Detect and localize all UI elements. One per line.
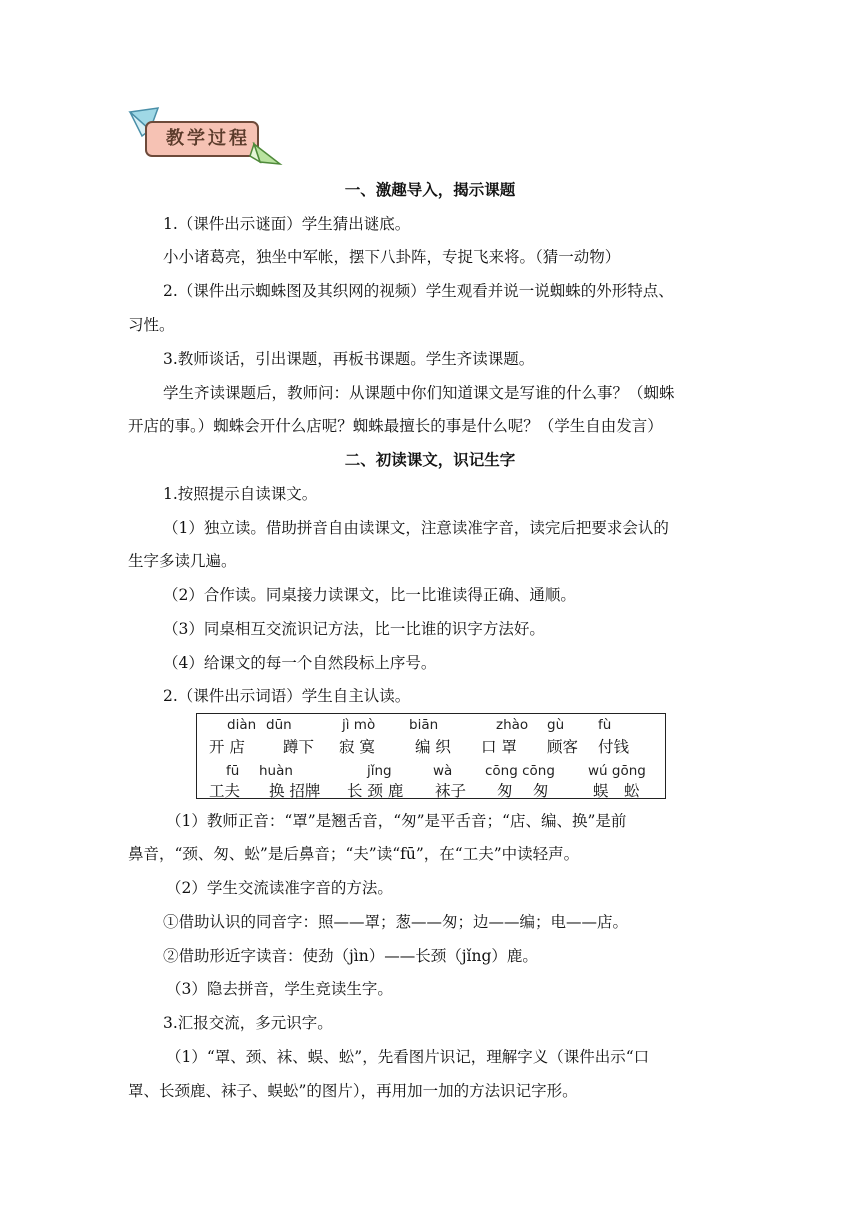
section-heading-2: 二、初读课文，识记生字 xyxy=(344,451,516,469)
paragraph-continuation: 开店的事。）蜘蛛会开什么店呢？蜘蛛最擅长的事是什么呢？（学生自由发言） xyxy=(128,417,663,435)
banner-title: 教学过程 xyxy=(166,128,250,149)
paragraph: 学生齐读课题后，教师问：从课题中你们知道课文是写谁的什么事？（蜘蛛 xyxy=(163,384,675,402)
pinyin: fū xyxy=(226,763,240,779)
paragraph: （1）“罩、颈、袜、蜈、蚣”，先看图片识记，理解字义（课件出示“口 xyxy=(166,1048,650,1066)
paragraph-continuation: 罩、长颈鹿、袜子、蜈蚣”的图片），再用加一加的方法识记字形。 xyxy=(128,1082,578,1100)
pinyin: cōng cōng xyxy=(485,763,555,779)
paragraph: （2）学生交流读准字音的方法。 xyxy=(166,879,393,897)
pinyin: gù xyxy=(547,717,565,733)
vocab-word: 长 颈 鹿 xyxy=(347,782,404,800)
paragraph-continuation: 鼻音，“颈、匆、蚣”是后鼻音；“夫”读“fū”，在“工夫”中读轻声。 xyxy=(128,845,580,863)
vocab-word: 顾客 xyxy=(547,738,579,756)
paragraph: （2）合作读。同桌接力读课文，比一比谁读得正确、通顺。 xyxy=(163,586,576,604)
paragraph: 3.教师谈话，引出课题，再板书课题。学生齐读课题。 xyxy=(163,350,535,368)
paragraph: （3）同桌相互交流识记方法，比一比谁的识字方法好。 xyxy=(163,620,545,638)
pinyin: jǐng xyxy=(367,763,392,779)
paragraph: 小小诸葛亮，独坐中军帐，摆下八卦阵，专捉飞来将。（猜一动物） xyxy=(163,248,621,266)
paragraph: （3）隐去拼音，学生竞读生字。 xyxy=(166,980,393,998)
paragraph: （4）给课文的每一个自然段标上序号。 xyxy=(163,654,437,672)
paragraph-continuation: 生字多读几遍。 xyxy=(128,552,237,570)
vocab-word: 口 罩 xyxy=(481,738,517,756)
vocab-word: 付钱 xyxy=(598,738,630,756)
pinyin: wú gōng xyxy=(588,763,646,779)
vocab-word: 换 招牌 xyxy=(269,782,321,800)
vocab-word: 编 织 xyxy=(415,738,451,756)
vocab-word: 寂 寞 xyxy=(339,738,375,756)
section-banner xyxy=(128,104,284,170)
pinyin: dūn xyxy=(266,717,292,733)
paragraph: 2.（课件出示蜘蛛图及其织网的视频）学生观看并说一说蜘蛛的外形特点、 xyxy=(163,282,674,300)
pinyin: jì mò xyxy=(342,717,376,733)
paragraph: ①借助认识的同音字：照——罩；葱——匆；边——编；电——店。 xyxy=(163,913,629,931)
paragraph: 1.（课件出示谜面）学生猜出谜底。 xyxy=(163,215,411,233)
vocab-word: 开 店 xyxy=(209,738,245,756)
pinyin: biān xyxy=(409,717,439,733)
pinyin: diàn xyxy=(227,717,257,733)
paragraph: 2.（课件出示词语）学生自主认读。 xyxy=(163,687,411,705)
vocab-word: 蹲下 xyxy=(283,738,315,756)
vocab-word: 蜈 蚣 xyxy=(593,782,640,800)
paragraph: 3.汇报交流，多元识字。 xyxy=(163,1014,333,1032)
paragraph: （1）独立读。借助拼音自由读课文，注意读准字音，读完后把要求会认的 xyxy=(163,519,669,537)
pinyin: fù xyxy=(598,717,612,733)
pinyin: zhào xyxy=(496,717,529,733)
paragraph: ②借助形近字读音：使劲（jìn）——长颈（jǐng）鹿。 xyxy=(163,947,538,965)
pinyin: huàn xyxy=(259,763,293,779)
vocab-word: 工夫 xyxy=(209,782,241,800)
paragraph: （1）教师正音：“罩”是翘舌音，“匆”是平舌音；“店、编、换”是前 xyxy=(166,812,627,830)
section-heading-1: 一、激趣导入，揭示课题 xyxy=(344,181,516,199)
vocabulary-table xyxy=(196,713,666,799)
pinyin: wà xyxy=(433,763,453,779)
paragraph-continuation: 习性。 xyxy=(128,316,175,334)
paragraph: 1.按照提示自读课文。 xyxy=(163,485,318,503)
vocab-word: 袜子 xyxy=(435,782,467,800)
vocab-word: 匆 匆 xyxy=(497,782,549,800)
